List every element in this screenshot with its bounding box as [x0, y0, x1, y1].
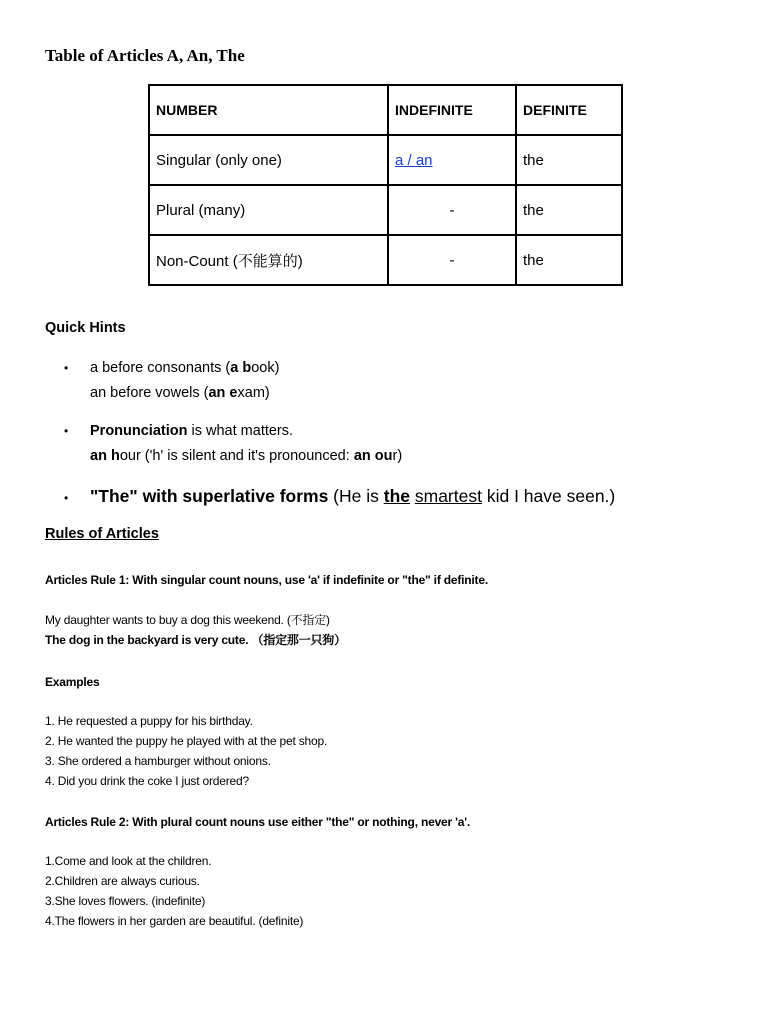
table-row [149, 235, 622, 285]
list-item: 4.The flowers in her garden are beautiful. (definite) [45, 914, 304, 928]
list-item: 4. Did you drink the coke I just ordered? [45, 774, 249, 788]
hint-line: an before vowels (an exam) [90, 385, 270, 401]
cell-number: Non-Count (不能算的) [149, 235, 388, 285]
header-indefinite: INDEFINITE [388, 85, 516, 135]
quick-hints-heading: Quick Hints [45, 320, 126, 336]
articles-table [148, 84, 623, 286]
hint-line: "The" with superlative forms (He is the smartest kid I have seen.) [90, 486, 616, 506]
bullet-icon: • [64, 491, 69, 505]
hint-item [64, 483, 615, 509]
list-item: 1. He requested a puppy for his birthday. [45, 714, 253, 728]
cell-definite: the [516, 235, 622, 285]
cell-indefinite: - [388, 235, 516, 285]
rules-heading: Rules of Articles [45, 526, 159, 542]
rule-2-examples [45, 851, 303, 931]
table-row [149, 185, 622, 235]
cell-number: Plural (many) [149, 185, 388, 235]
page-title: Table of Articles A, An, The [45, 46, 245, 65]
bullet-icon: • [64, 424, 69, 438]
hint-item [64, 356, 279, 406]
list-item: 3.She loves flowers. (indefinite) [45, 894, 206, 908]
cell-definite: the [516, 135, 622, 185]
header-number: NUMBER [149, 85, 388, 135]
cell-number: Singular (only one) [149, 135, 388, 185]
hint-line: a before consonants (a book) [90, 360, 280, 376]
rule-1-title: Articles Rule 1: With singular count nouns, use 'a' if indefinite or "the" if definite. [45, 573, 488, 587]
sentence-line: My daughter wants to buy a dog this weekend. (不指定) [45, 613, 330, 627]
a-an-link[interactable]: a / an [395, 151, 433, 169]
sentence-line: The dog in the backyard is very cute. （指定那一只狗） [45, 633, 346, 647]
cell-indefinite: - [388, 185, 516, 235]
examples-label: Examples [45, 675, 100, 689]
cell-indefinite [388, 135, 516, 185]
table-header-row [149, 85, 622, 135]
list-item: 3. She ordered a hamburger without onions. [45, 754, 271, 768]
hint-line: Pronunciation is what matters. [90, 423, 294, 439]
hint-line: an hour ('h' is silent and it's pronounced: an our) [90, 448, 403, 464]
list-item: 1.Come and look at the children. [45, 854, 212, 868]
rule-1-examples [45, 711, 327, 791]
list-item: 2.Children are always curious. [45, 874, 200, 888]
list-item: 2. He wanted the puppy he played with at the pet shop. [45, 734, 328, 748]
cell-definite: the [516, 185, 622, 235]
hint-item [64, 419, 402, 469]
rule-1-sentences [45, 610, 346, 650]
header-definite: DEFINITE [516, 85, 622, 135]
table-row [149, 135, 622, 185]
rule-2-title: Articles Rule 2: With plural count nouns use either "the" or nothing, never 'a'. [45, 815, 471, 829]
bullet-icon: • [64, 361, 69, 375]
